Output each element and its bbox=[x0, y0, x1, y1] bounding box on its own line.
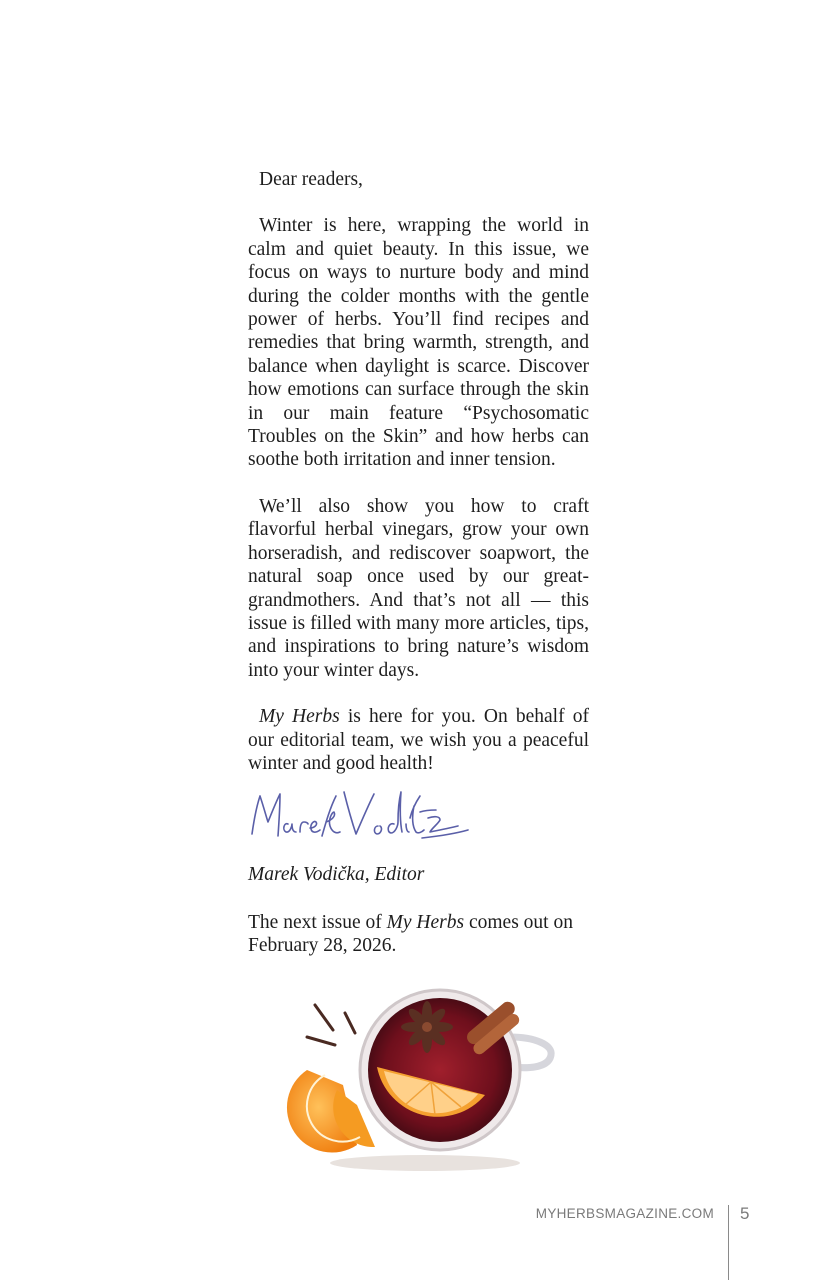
letter-greeting: Dear readers, bbox=[259, 169, 363, 190]
paragraph-3-text: is here for you. On behalf of our editorial team, we wish you a peaceful winter and good health! bbox=[248, 706, 589, 774]
next-issue-note bbox=[248, 911, 608, 958]
next-issue-date: comes out on February 28, 2026. bbox=[248, 912, 573, 957]
mulled-wine-photo bbox=[285, 975, 560, 1175]
next-issue-magazine-title: My Herbs bbox=[386, 912, 465, 933]
editorial-letter bbox=[248, 168, 589, 775]
footer-divider bbox=[728, 1205, 729, 1280]
letter-paragraph-3 bbox=[248, 705, 589, 775]
next-issue-prefix: The next issue of bbox=[248, 912, 387, 933]
editor-credit: Marek Vodička, Editor bbox=[248, 864, 425, 885]
page-number: 5 bbox=[740, 1204, 750, 1223]
editor-signature bbox=[244, 782, 484, 852]
magazine-title: My Herbs bbox=[259, 706, 340, 728]
letter-paragraph-1: Winter is here, wrapping the world in calm and quiet beauty. In this issue, we focus on ways to nurture body and mind during the colder months with the gentle power of herbs. You’ll find recipes and remedies that bring warmth, strength, and balance when daylight is scarce. Discover how emotions can surface through the skin in our main feature “Psychosomatic Troubles on the Skin” and how herbs can soothe both irritation and inner tension. bbox=[248, 215, 589, 471]
letter-paragraph-2: We’ll also show you how to craft flavorful herbal vinegars, grow your own horseradish, and rediscover soapwort, the natural soap once used by our great-grandmothers. And that’s not all — this issue is filled with many more articles, tips, and inspirations to bring nature’s wisdom into your winter days. bbox=[248, 495, 589, 681]
magazine-website: MYHERBSMAGAZINE.COM bbox=[535, 1206, 714, 1221]
